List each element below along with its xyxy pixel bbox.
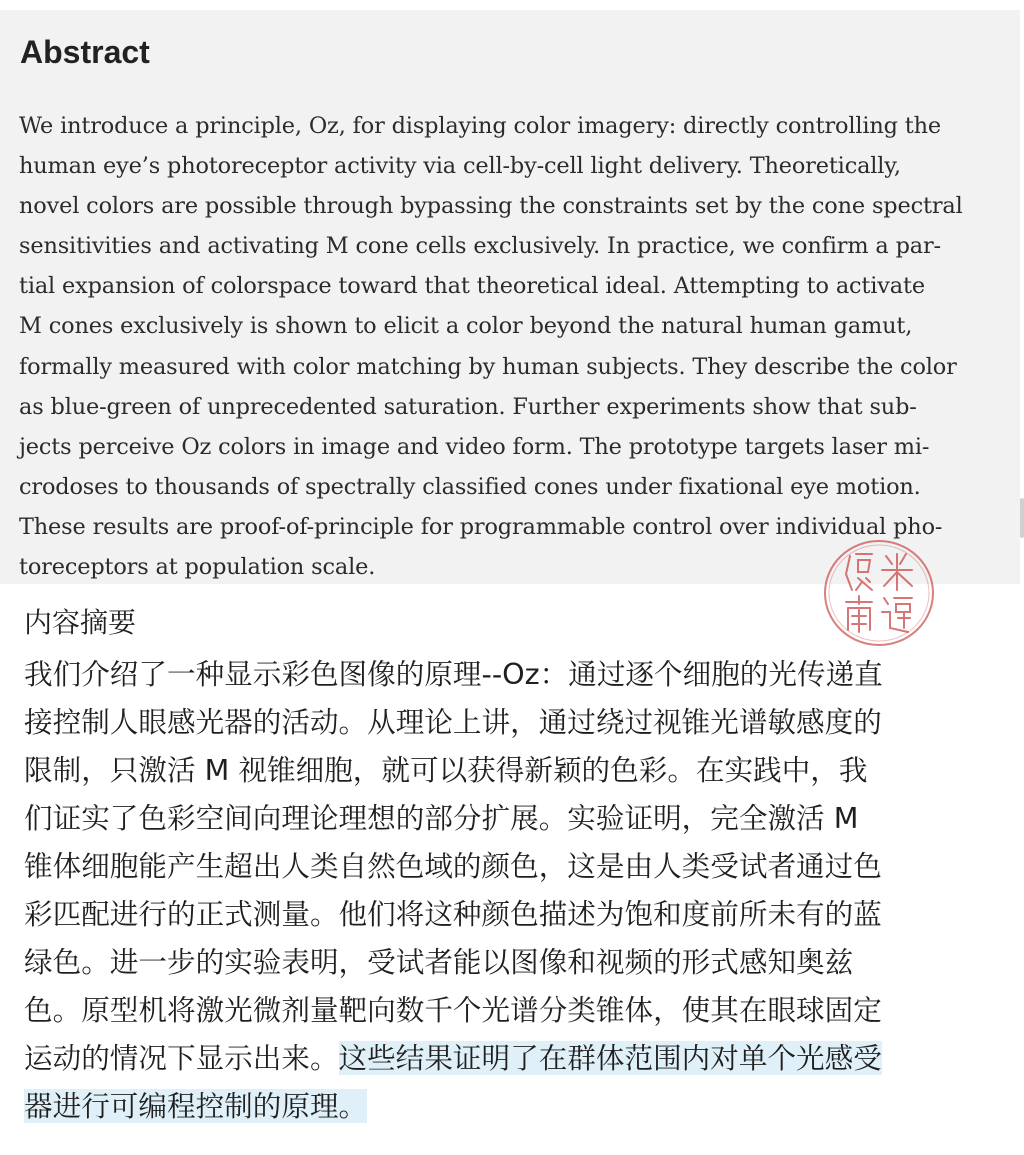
translation-line: 们证实了色彩空间向理论理想的部分扩展。实验证明，完全激活 M (24, 801, 859, 835)
abstract-line: formally measured with color matching by human subjects. They describe the color (19, 353, 957, 380)
abstract-line: sensitivities and activating M cone cells exclusively. In practice, we confirm a par- (19, 233, 941, 260)
abstract-line: M cones exclusively is shown to elicit a color beyond the natural human gamut, (19, 313, 913, 340)
translation-line: 彩匹配进行的正式测量。他们将这种颜色描述为饱和度前所未有的蓝 (24, 897, 882, 931)
translation-line (24, 1082, 1014, 1130)
translation-line: 绿色。进一步的实验表明，受试者能以图像和视频的形式感知奥兹 (24, 945, 854, 979)
translation-line: 我们介绍了一种显示彩色图像的原理--Oz：通过逐个细胞的光传递直 (24, 657, 883, 691)
scrollbar-thumb[interactable] (1020, 498, 1024, 538)
translation-line: 限制，只激活 M 视锥细胞，就可以获得新颖的色彩。在实践中，我 (24, 753, 868, 787)
abstract-line: These results are proof-of-principle for programmable control over individual pho- (19, 513, 943, 540)
translation-line: 接控制人眼感光器的活动。从理论上讲，通过绕过视锥光谱敏感度的 (24, 705, 882, 739)
highlighted-text[interactable]: 这些结果证明了在群体范围内对单个光感受 (338, 1041, 882, 1075)
translation-line (24, 1034, 1014, 1082)
translation-body (24, 650, 1014, 1130)
abstract-heading: Abstract (20, 34, 150, 70)
abstract-body (19, 106, 1011, 587)
abstract-line: crodoses to thousands of spectrally classified cones under fixational eye motion. (19, 473, 921, 500)
abstract-line: human eye’s photoreceptor activity via cell-by-cell light delivery. Theoretically, (19, 153, 901, 180)
abstract-line: novel colors are possible through bypassing the constraints set by the cone spectral (19, 193, 963, 220)
abstract-panel (0, 10, 1020, 584)
abstract-line: toreceptors at population scale. (19, 554, 376, 581)
translation-line: 锥体细胞能产生超出人类自然色域的颜色，这是由人类受试者通过色 (24, 849, 882, 883)
abstract-line: We introduce a principle, Oz, for displaying color imagery: directly controlling the (19, 113, 942, 139)
abstract-line: jects perceive Oz colors in image and video form. The prototype targets laser mi- (19, 433, 930, 460)
seal-stamp-icon (822, 538, 936, 648)
highlighted-text[interactable]: 器进行可编程控制的原理。 (24, 1089, 368, 1123)
translation-text: 运动的情况下显示出来。 (24, 1041, 339, 1075)
abstract-line: tial expansion of colorspace toward that theoretical ideal. Attempting to activate (19, 273, 925, 300)
translation-line: 色。原型机将激光微剂量靶向数千个光谱分类锥体，使其在眼球固定 (24, 993, 882, 1027)
translation-title: 内容摘要 (24, 606, 137, 639)
abstract-line: as blue-green of unprecedented saturation. Further experiments show that sub- (19, 393, 917, 420)
